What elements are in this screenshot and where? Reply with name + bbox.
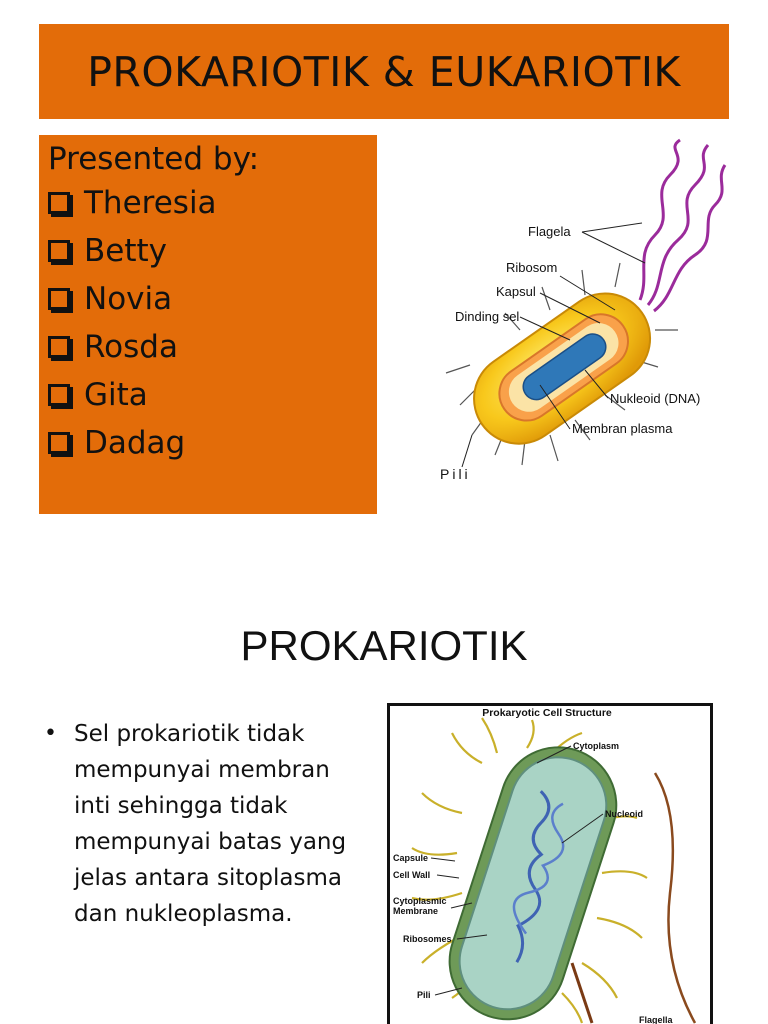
svg-text:Membran plasma: Membran plasma [572, 421, 673, 436]
bullet-icon: • [44, 721, 57, 746]
svg-text:Nukleoid (DNA): Nukleoid (DNA) [610, 391, 701, 406]
svg-text:Ribosom: Ribosom [506, 260, 558, 275]
presenter-item: Gita [48, 377, 377, 413]
presenter-item: Betty [48, 233, 377, 269]
checkbox-icon [48, 384, 70, 406]
svg-text:Dinding sel: Dinding sel [455, 309, 520, 324]
svg-text:Pili: Pili [440, 466, 471, 482]
presented-by-heading: Presented by: [48, 141, 260, 177]
presenters-box [39, 135, 377, 514]
checkbox-icon [48, 240, 70, 262]
bacteria-diagram [410, 135, 730, 485]
svg-text:Capsule: Capsule [393, 853, 429, 863]
svg-text:Flagella: Flagella [639, 1015, 673, 1024]
bullet-text: Sel prokariotik tidak mempunyai membran inti sehingga tidak mempunyai batas yang jelas antara sitoplasma dan nukleoplasma. [74, 721, 347, 927]
figure-title: Prokaryotic Cell Structure [482, 707, 612, 719]
svg-text:Nucleoid: Nucleoid [605, 809, 644, 819]
svg-text:Ribosomes: Ribosomes [403, 934, 452, 944]
prokaryotic-cell-diagram [387, 703, 713, 1024]
flagella-shape [640, 140, 725, 311]
presenter-list [48, 185, 377, 461]
svg-text:Membrane: Membrane [393, 906, 439, 916]
svg-text:Kapsul: Kapsul [496, 284, 536, 299]
svg-text:Cytoplasm: Cytoplasm [573, 741, 620, 751]
svg-text:Pili: Pili [417, 990, 431, 1000]
presenter-item: Theresia [48, 185, 377, 221]
slide-title: PROKARIOTIK & EUKARIOTIK [87, 47, 681, 96]
checkbox-icon [48, 336, 70, 358]
svg-text:Cytoplasmic: Cytoplasmic [393, 896, 447, 906]
checkbox-icon [48, 192, 70, 214]
checkbox-icon [48, 288, 70, 310]
slide-title-bar [39, 24, 729, 119]
svg-text:Cell Wall: Cell Wall [393, 870, 431, 880]
presenter-item: Novia [48, 281, 377, 317]
svg-text:Flagela: Flagela [528, 224, 571, 239]
bullet-item [44, 716, 374, 932]
presenter-item: Dadag [48, 425, 377, 461]
checkbox-icon [48, 432, 70, 454]
presenter-item: Rosda [48, 329, 377, 365]
section-title: PROKARIOTIK [240, 622, 528, 669]
